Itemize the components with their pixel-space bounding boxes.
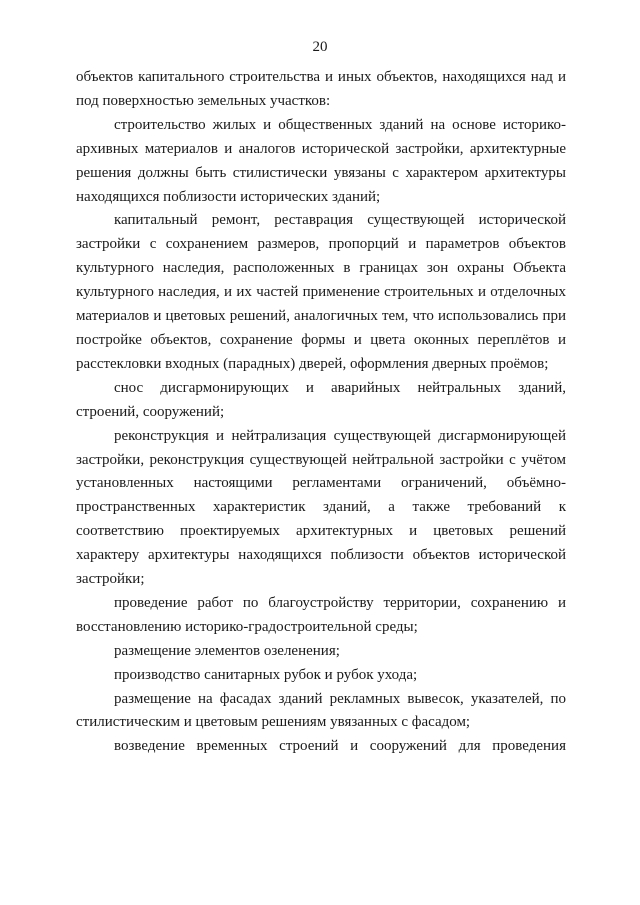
paragraph: размещение элементов озеленения; [114, 642, 340, 659]
paragraph: объектов капитального строительства и иных объектов, находящихся над и под поверхностью земельных участков: [76, 69, 566, 109]
paragraph: возведение временных строений и сооружений для проведения [114, 738, 566, 755]
document-body [76, 66, 566, 759]
paragraph: капитальный ремонт, реставрация существующей исторической застройки с сохранением размеров, пропорций и параметров объектов культурного наследия, расположенных в границах зон охраны Объекта культурного наследия, и их частей применение строительных и отделочных материалов и цветовых решений, аналогичных тем, что использовались при постройке объектов, сохранение формы и цвета оконных переплётов и расстекловки входных (парадных) дверей, оформления дверных проёмов; [76, 212, 566, 372]
paragraph: строительство жилых и общественных зданий на основе историко-архивных материалов и аналогов исторической застройки, архитектурные решения должны быть стилистически увязаны с характером архитектуры находящихся поблизости исторических зданий; [76, 116, 566, 205]
paragraph: снос дисгармонирующих и аварийных нейтральных зданий, строений, сооружений; [76, 379, 566, 420]
paragraph: производство санитарных рубок и рубок ухода; [114, 666, 418, 683]
paragraph: реконструкция и нейтрализация существующей дисгармонирующей застройки, реконструкция существующей нейтральной застройки с учётом установленных настоящими регламентами ограничений, объёмно-пространственных характеристик зданий, а также требований к соответствию проектируемых архитектурных и цветовых решений характеру архитектуры находящихся поблизости объектов исторической застройки; [76, 427, 566, 588]
page-number: 20 [312, 39, 328, 55]
paragraph: размещение на фасадах зданий рекламных вывесок, указателей, по стилистическим и цветовым решениям увязанных с фасадом; [76, 690, 566, 731]
paragraph: проведение работ по благоустройству территории, сохранению и восстановлению историко-градостроительной среды; [76, 594, 566, 635]
